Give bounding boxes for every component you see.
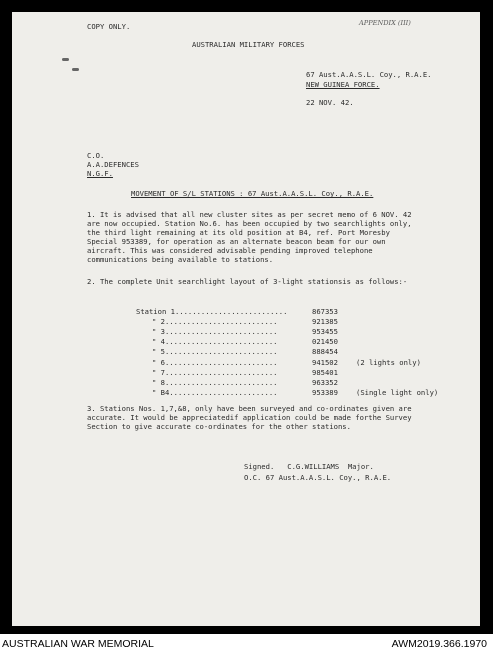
station-ref: 985401 [312, 367, 338, 377]
paragraph-1-line: 1. It is advised that all new cluster sites as per secret memo of 6 NOV. 42 [87, 210, 412, 219]
paragraph-1-line: Special 953389, for operation as an alternate beacon beam for our own [87, 237, 386, 246]
addressee-line: C.O. [87, 151, 105, 160]
signature-line: Signed. C.G.WILLIAMS Major. [244, 462, 374, 471]
station-label: " 6.......................... [152, 357, 278, 367]
station-ref: 953389 [312, 388, 338, 398]
station-ref: 867353 [312, 306, 338, 316]
station-label: " 3.......................... [152, 326, 278, 336]
document-date: 22 NOV. 42. [306, 98, 354, 107]
station-ref: 963352 [312, 377, 338, 387]
station-row [136, 326, 438, 336]
station-ref: 941502 [312, 357, 338, 367]
footer-source: AUSTRALIAN WAR MEMORIAL [2, 638, 154, 650]
paragraph-2: 2. The complete Unit searchlight layout of 3-light stationsis as follows:- [87, 277, 408, 286]
document-heading: AUSTRALIAN MILITARY FORCES [192, 40, 305, 49]
paragraph-1-line: are now occupied. Station No.6. has been occupied by two searchlights only, [87, 219, 412, 228]
station-row [136, 367, 438, 377]
paragraph-3-line: 3. Stations Nos. 1,7,&8, only have been surveyed and co-ordinates given are [87, 404, 412, 413]
pin-mark [72, 68, 79, 71]
station-ref: 953455 [312, 326, 338, 336]
station-label: " 7.......................... [152, 367, 278, 377]
station-row [136, 377, 438, 387]
addressee-line: A.A.DEFENCES [87, 160, 139, 169]
station-ref: 888454 [312, 347, 338, 357]
station-note: (Single light only) [356, 388, 439, 398]
station-ref: 921385 [312, 316, 338, 326]
station-label: " 4.......................... [152, 337, 278, 347]
addressee-line: N.G.F. [87, 169, 113, 178]
station-label: " 2.......................... [152, 316, 278, 326]
document-page [12, 12, 480, 626]
station-table [136, 306, 438, 398]
station-row [136, 337, 438, 347]
paragraph-1-line: aircraft. This was considered advisable pending improved telephone [87, 246, 373, 255]
station-label: " 5.......................... [152, 347, 278, 357]
station-note: (2 lights only) [356, 357, 421, 367]
paragraph-1-line: the third light remaining at its old position at B4, ref. Port Moresby [87, 228, 390, 237]
subject-line: MOVEMENT OF S/L STATIONS : 67 Aust.A.A.S.L. Coy., R.A.E. [131, 189, 374, 198]
station-row [136, 306, 438, 316]
station-row [136, 347, 438, 357]
handwritten-annotation: APPENDIX (III) [359, 19, 411, 27]
archive-footer [0, 634, 493, 653]
paragraph-3-line: Section to give accurate co-ordinates for the other stations. [87, 422, 351, 431]
paragraph-3-line: accurate. It would be appreciatedif application could be made forthe Survey [87, 413, 412, 422]
station-label: " 8.......................... [152, 377, 278, 387]
paragraph-1-line: communications being available to stations. [87, 255, 274, 264]
pin-mark [62, 58, 69, 61]
station-row [136, 388, 438, 398]
station-label: Station 1.......................... [136, 306, 288, 316]
copy-label: COPY ONLY. [87, 22, 131, 31]
footer-reference: AWM2019.366.1970 [391, 638, 487, 650]
station-row [136, 316, 438, 326]
station-row [136, 357, 438, 367]
sender-force: NEW GUINEA FORCE. [306, 80, 380, 89]
signature-unit: O.C. 67 Aust.A.A.S.L. Coy., R.A.E. [244, 473, 392, 482]
sender-unit: 67 Aust.A.A.S.L. Coy., R.A.E. [306, 70, 432, 79]
station-label: " B4......................... [152, 388, 278, 398]
station-ref: 021450 [312, 337, 338, 347]
